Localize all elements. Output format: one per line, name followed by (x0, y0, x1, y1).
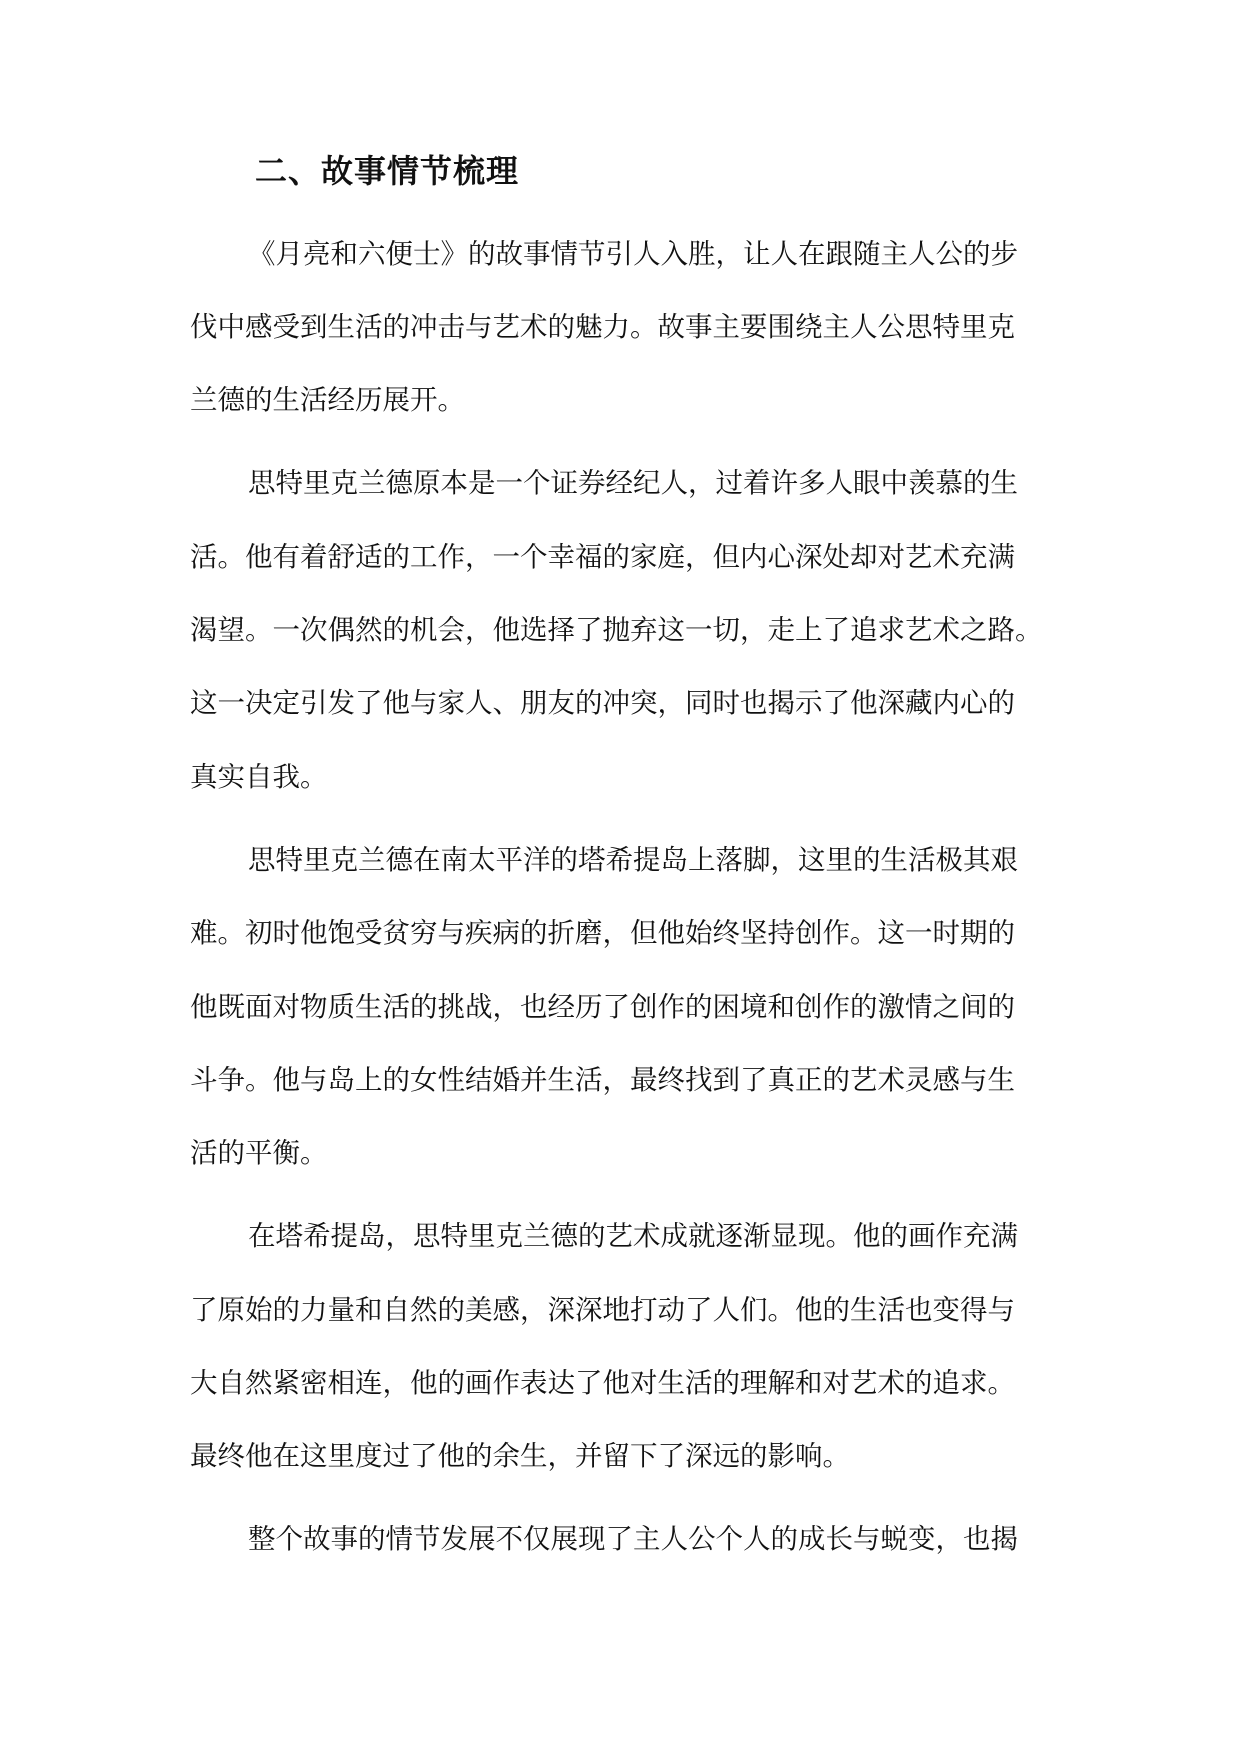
paragraph-line: 兰德的生活经历展开。 (190, 384, 465, 416)
paragraph-line: 思特里克兰德原本是一个证券经纪人，过着许多人眼中羡慕的生 (248, 467, 1018, 499)
paragraph-line: 斗争。他与岛上的女性结婚并生活，最终找到了真正的艺术灵感与生 (190, 1064, 1015, 1096)
paragraph-line: 《月亮和六便士》的故事情节引人入胜，让人在跟随主人公的步 (248, 238, 1018, 270)
paragraph-line: 了原始的力量和自然的美感，深深地打动了人们。他的生活也变得与 (190, 1294, 1015, 1326)
section-heading: 二、故事情节梳理 (255, 152, 520, 190)
paragraph-line: 活的平衡。 (190, 1137, 328, 1169)
paragraph-line: 整个故事的情节发展不仅展现了主人公个人的成长与蜕变，也揭 (248, 1523, 1018, 1555)
paragraph-line: 在塔希提岛，思特里克兰德的艺术成就逐渐显现。他的画作充满 (248, 1220, 1018, 1252)
paragraph-line: 活。他有着舒适的工作，一个幸福的家庭，但内心深处却对艺术充满 (190, 541, 1015, 573)
paragraph-line: 难。初时他饱受贫穷与疾病的折磨，但他始终坚持创作。这一时期的 (190, 917, 1015, 949)
paragraph-line: 大自然紧密相连，他的画作表达了他对生活的理解和对艺术的追求。 (190, 1367, 1015, 1399)
paragraph-line: 最终他在这里度过了他的余生，并留下了深远的影响。 (190, 1440, 850, 1472)
paragraph-line: 他既面对物质生活的挑战，也经历了创作的困境和创作的激情之间的 (190, 991, 1015, 1023)
paragraph-line: 这一决定引发了他与家人、朋友的冲突，同时也揭示了他深藏内心的 (190, 687, 1015, 719)
paragraph-line: 思特里克兰德在南太平洋的塔希提岛上落脚，这里的生活极其艰 (248, 844, 1018, 876)
paragraph-line: 渴望。一次偶然的机会，他选择了抛弃这一切，走上了追求艺术之路。 (190, 614, 1043, 646)
paragraph-line: 伐中感受到生活的冲击与艺术的魅力。故事主要围绕主人公思特里克 (190, 311, 1015, 343)
paragraph-line: 真实自我。 (190, 761, 328, 793)
